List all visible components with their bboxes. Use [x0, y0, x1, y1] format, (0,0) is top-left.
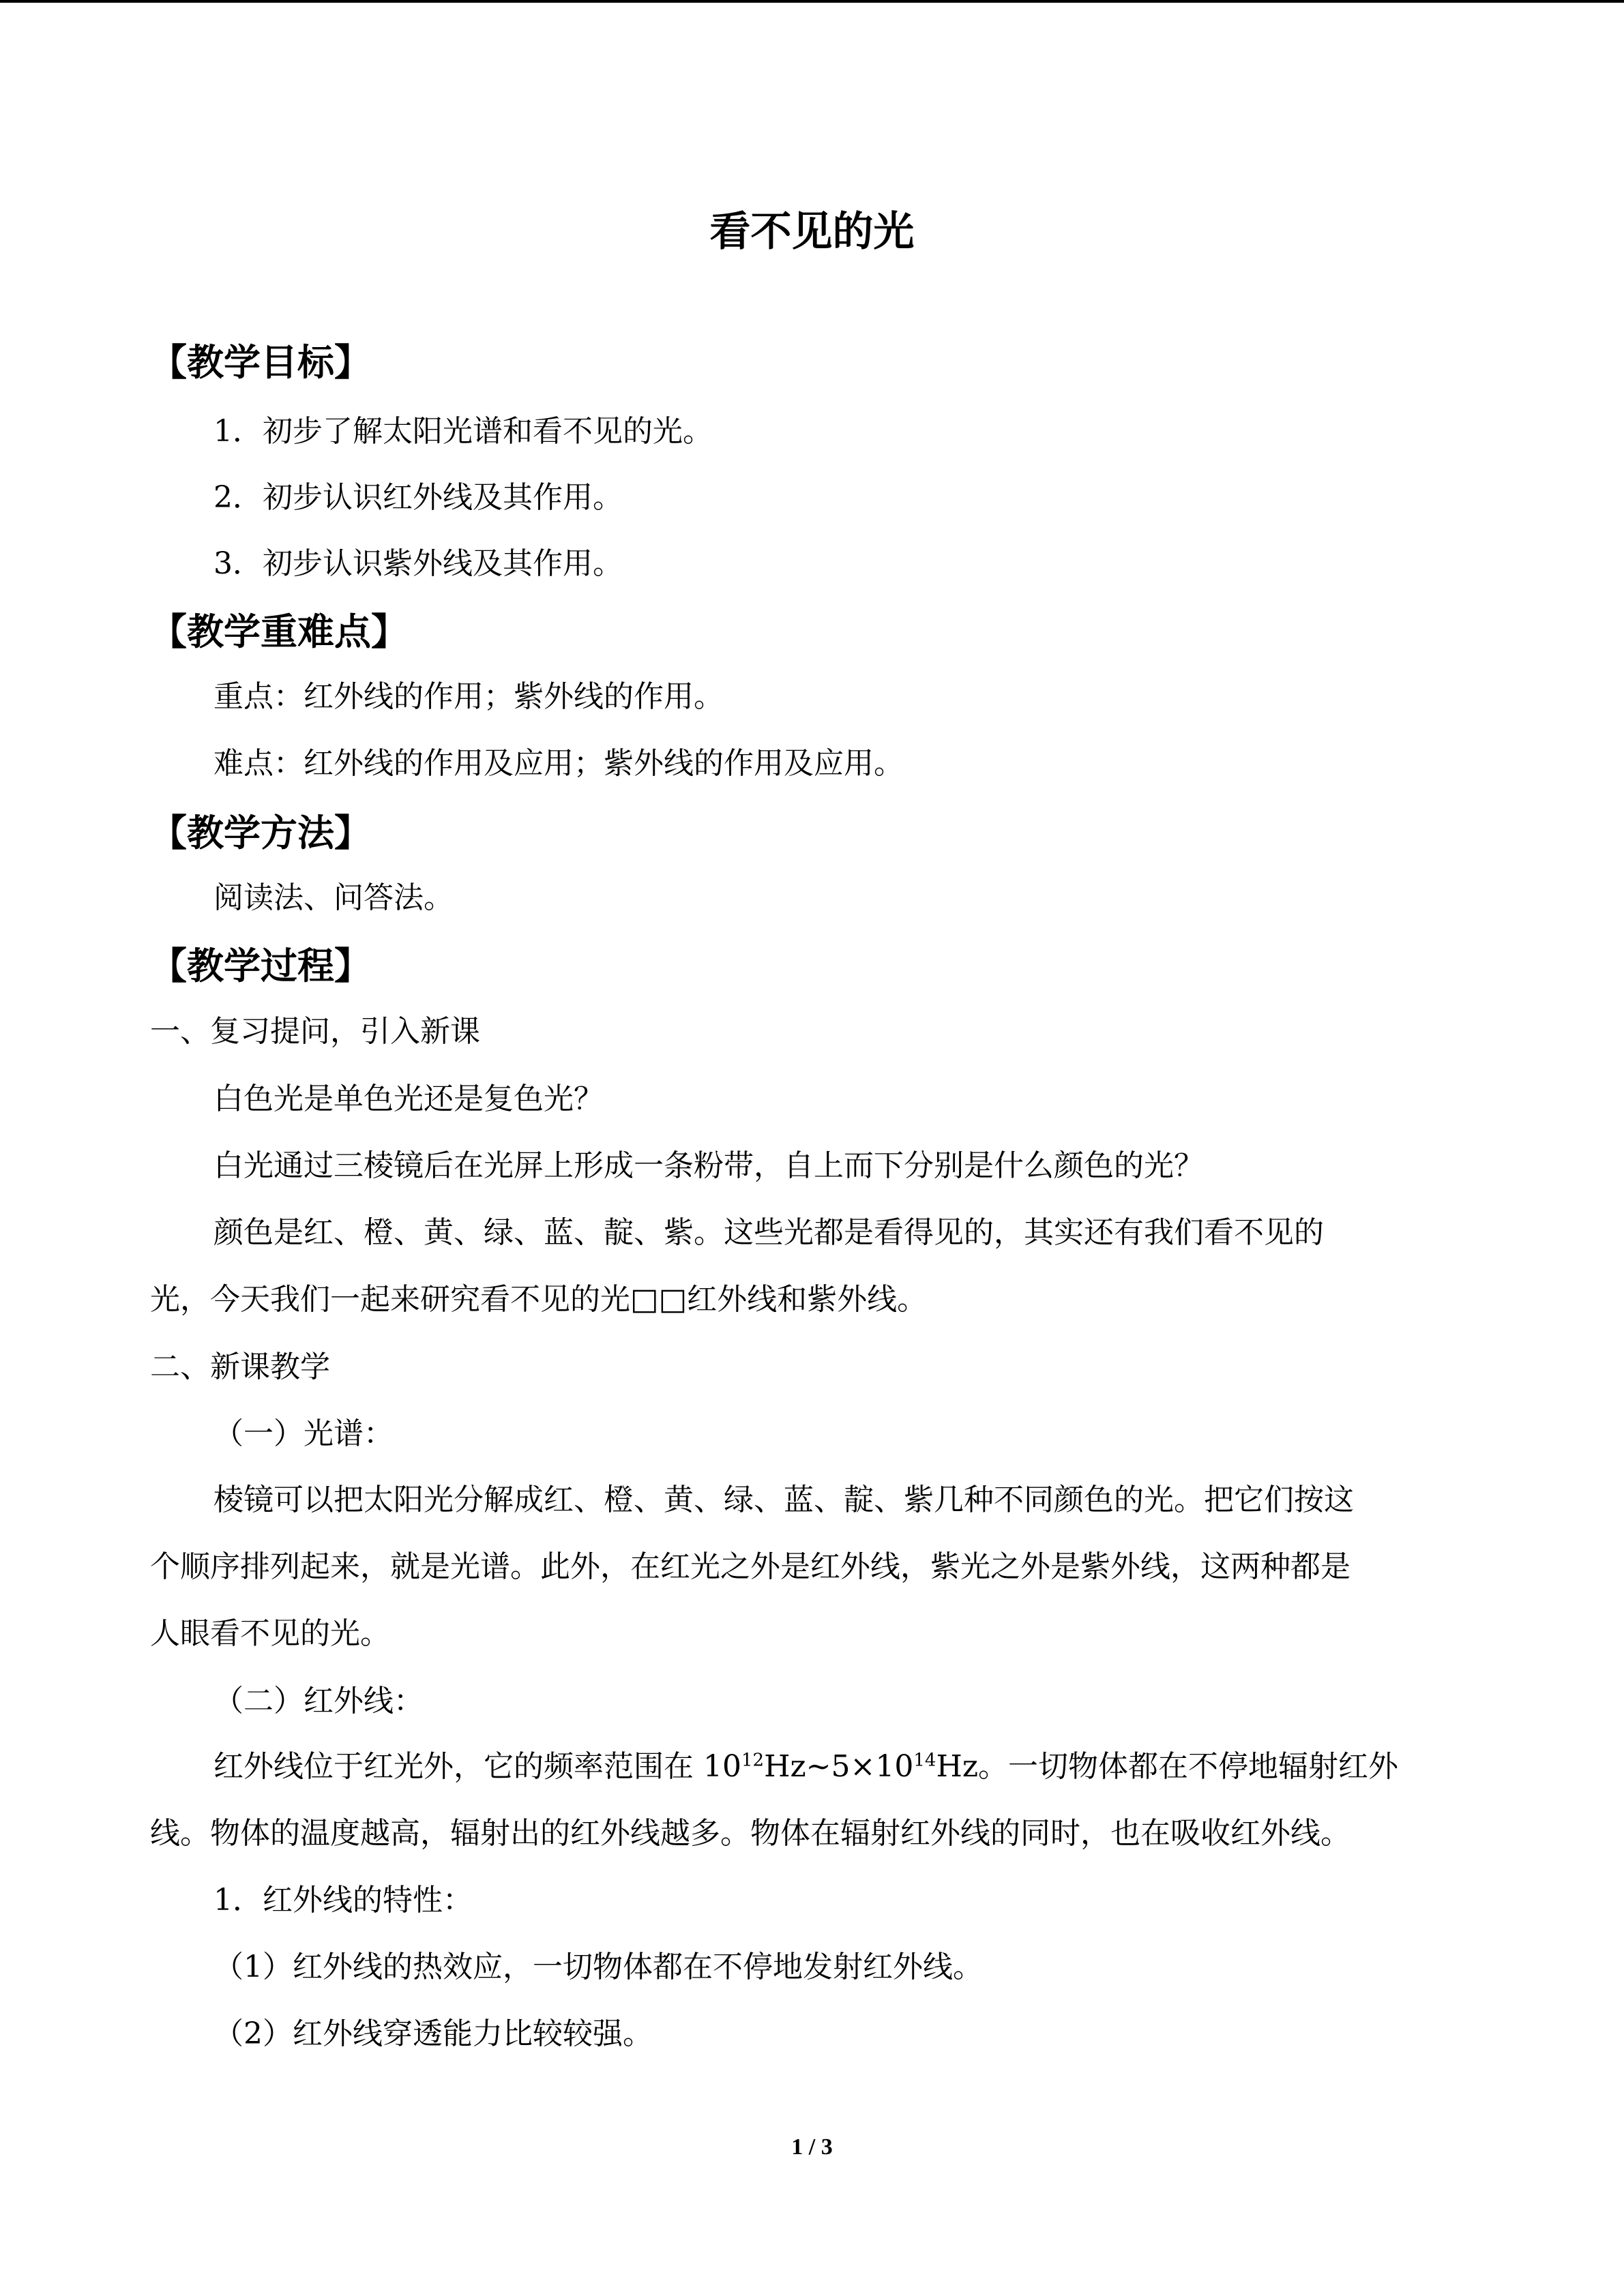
p5-mid: Hz~5×10 — [764, 1749, 914, 1784]
difficult-point: 难点：红外线的作用及应用；紫外线的作用及应用。 — [213, 746, 904, 781]
p5-exponent-1: 12 — [741, 1750, 765, 1771]
paragraph-5-line-2: 线。物体的温度越高，辐射出的红外线越多。物体在辐射红外线的同时，也在吸收红外线。 — [150, 1816, 1350, 1851]
subsection-infrared: （二）红外线： — [213, 1684, 424, 1718]
heading-objectives: 【教学目标】 — [150, 341, 371, 384]
objective-3: 3．初步认识紫外线及其作用。 — [213, 546, 623, 581]
p5-pre: 红外线位于红光外，它的频率范围在 10 — [213, 1749, 741, 1784]
objective-2: 2．初步认识红外线及其作用。 — [213, 480, 623, 515]
paragraph-3-line-2: 光，今天我们一起来研究看不见的光□□红外线和紫外线。 — [150, 1282, 928, 1317]
infrared-property-2: （2）红外线穿透能力比较较强。 — [213, 2016, 653, 2051]
paragraph-4-line-2: 个顺序排列起来，就是光谱。此外，在红光之外是红外线，紫光之外是紫外线，这两种都是 — [150, 1549, 1350, 1584]
subsection-spectrum: （一）光谱： — [213, 1416, 394, 1451]
paragraph-1: 白色光是单色光还是复色光？ — [213, 1082, 604, 1116]
infrared-property-1: （1）红外线的热效应，一切物体都在不停地发射红外线。 — [213, 1950, 983, 1984]
paragraph-4-line-1: 棱镜可以把太阳光分解成红、橙、黄、绿、蓝、靛、紫几种不同颜色的光。把它们按这 — [213, 1482, 1354, 1517]
paragraph-5-line-1 — [213, 1746, 1398, 1787]
heading-keypoints: 【教学重难点】 — [150, 610, 408, 653]
paragraph-3-line-1: 颜色是红、橙、黄、绿、蓝、靛、紫。这些光都是看得见的，其实还有我们看不见的 — [213, 1215, 1324, 1250]
page-number: 1 / 3 — [791, 2134, 833, 2160]
heading-methods: 【教学方法】 — [150, 811, 371, 854]
p5-exponent-2: 14 — [913, 1750, 936, 1771]
infrared-properties-title: 1．红外线的特性： — [213, 1883, 473, 1918]
step-1-title: 一、复习提问，引入新课 — [150, 1014, 480, 1049]
p5-post: Hz。一切物体都在不停地辐射红外 — [936, 1749, 1399, 1784]
paragraph-4-line-3: 人眼看不见的光。 — [150, 1616, 390, 1651]
methods-text: 阅读法、问答法。 — [213, 880, 454, 915]
step-2-title: 二、新课教学 — [150, 1350, 330, 1384]
heading-process: 【教学过程】 — [150, 944, 371, 987]
key-point: 重点：红外线的作用；紫外线的作用。 — [213, 679, 724, 714]
paragraph-2: 白光通过三棱镜后在光屏上形成一条粉带，自上而下分别是什么颜色的光？ — [213, 1148, 1204, 1183]
top-border — [0, 0, 1624, 3]
objective-1: 1．初步了解太阳光谱和看不见的光。 — [213, 414, 713, 449]
page-title: 看不见的光 — [709, 208, 915, 256]
